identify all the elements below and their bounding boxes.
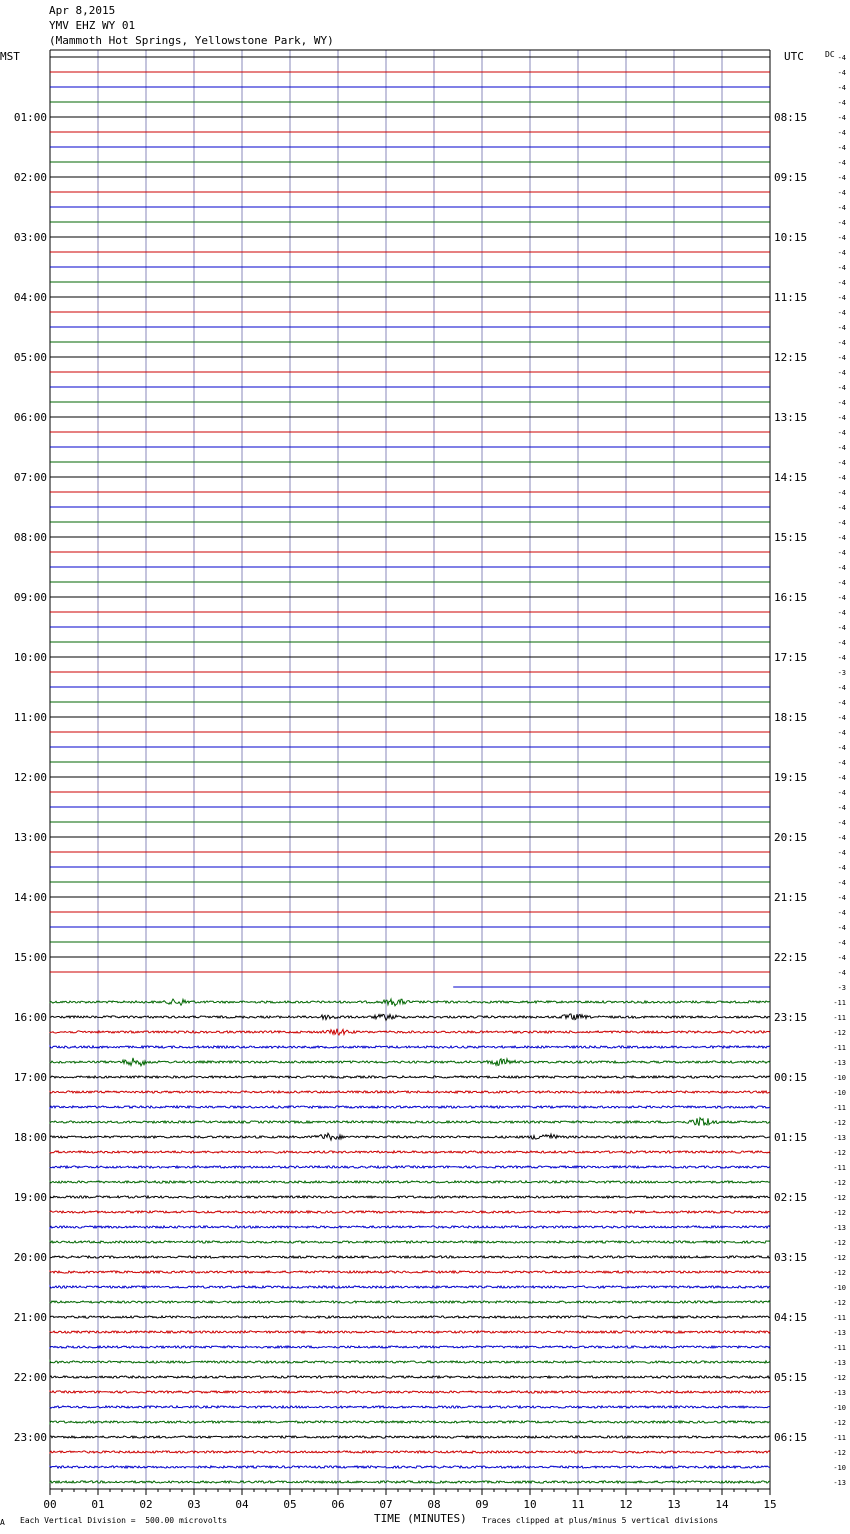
dc-offset-label: -4 [837, 744, 846, 752]
dc-offset-label: -4 [837, 534, 846, 542]
seismic-trace [50, 1436, 770, 1438]
hour-label-left: 19:00 [13, 1191, 47, 1204]
dc-offset-label: -4 [837, 69, 846, 77]
hour-label-left: 07:00 [13, 471, 47, 484]
hour-label-left: 03:00 [13, 231, 47, 244]
x-tick-label: 14 [715, 1498, 729, 1511]
dc-offset-label: -4 [837, 459, 846, 467]
dc-offset-label: -4 [837, 684, 846, 692]
seismic-trace [50, 1076, 770, 1078]
x-tick-label: 02 [139, 1498, 153, 1511]
seismic-trace [50, 1181, 770, 1183]
dc-offset-label: -11 [833, 1014, 846, 1022]
dc-offset-label: -11 [833, 1044, 846, 1052]
x-tick-label: 04 [235, 1498, 249, 1511]
dc-offset-label: -4 [837, 639, 846, 647]
seismic-trace [50, 1391, 770, 1393]
dc-offset-label: -4 [837, 804, 846, 812]
clip-note: Traces clipped at plus/minus 5 vertical divisions [482, 1516, 719, 1525]
station-label: YMV EHZ WY 01 [49, 19, 136, 32]
dc-offset-label: -4 [837, 174, 846, 182]
hour-label-right: 14:15 [774, 471, 808, 484]
dc-offset-label: -4 [837, 579, 846, 587]
hour-label-right: 17:15 [774, 651, 808, 664]
seismic-trace [50, 1014, 770, 1020]
dc-offset-label: -11 [833, 999, 846, 1007]
dc-offset-label: -4 [837, 384, 846, 392]
hour-label-left: 02:00 [13, 171, 47, 184]
dc-offset-label: -12 [833, 1209, 846, 1217]
dc-offset-label: -4 [837, 849, 846, 857]
dc-offset-label: -4 [837, 54, 846, 62]
dc-offset-label: -4 [837, 654, 846, 662]
dc-offset-label: -10 [833, 1404, 846, 1412]
x-tick-label: 06 [331, 1498, 345, 1511]
dc-offset-label: -4 [837, 204, 846, 212]
x-tick-label: 11 [571, 1498, 585, 1511]
dc-offset-label: -4 [837, 324, 846, 332]
dc-offset-label: -12 [833, 1029, 846, 1037]
hour-label-left: 23:00 [13, 1431, 47, 1444]
hour-label-left: 01:00 [13, 111, 47, 124]
x-tick-label: 00 [43, 1498, 57, 1511]
dc-offset-label: -12 [833, 1119, 846, 1127]
hour-label-right: 08:15 [774, 111, 808, 124]
dc-offset-label: -4 [837, 159, 846, 167]
dc-offset-label: -10 [833, 1284, 846, 1292]
dc-offset-label: -4 [837, 819, 846, 827]
dc-offset-label: -4 [837, 789, 846, 797]
dc-offset-label: -4 [837, 909, 846, 917]
hour-label-right: 11:15 [774, 291, 808, 304]
hour-label-left: 21:00 [13, 1311, 47, 1324]
dc-offset-label: -4 [837, 264, 846, 272]
hour-label-right: 00:15 [774, 1071, 808, 1084]
dc-offset-label: -4 [837, 729, 846, 737]
hour-label-right: 19:15 [774, 771, 808, 784]
dc-offset-label: -4 [837, 144, 846, 152]
date-label: Apr 8,2015 [49, 4, 116, 17]
seismic-trace [50, 1241, 770, 1243]
seismic-trace [50, 1346, 770, 1348]
seismic-trace [50, 1133, 770, 1140]
hour-label-right: 16:15 [774, 591, 808, 604]
dc-offset-label: -13 [833, 1059, 846, 1067]
x-tick-label: 05 [283, 1498, 297, 1511]
dc-offset-label: -12 [833, 1449, 846, 1457]
x-tick-label: 07 [379, 1498, 393, 1511]
hour-label-left: 13:00 [13, 831, 47, 844]
dc-offset-label: -3 [837, 984, 846, 992]
dc-offset-label: -10 [833, 1074, 846, 1082]
seismic-trace [50, 1286, 770, 1288]
dc-offset-label: -4 [837, 834, 846, 842]
dc-offset-label: -4 [837, 714, 846, 722]
seismic-trace [50, 1046, 770, 1048]
seismic-trace [50, 1106, 770, 1108]
hour-label-left: 14:00 [13, 891, 47, 904]
hour-label-right: 03:15 [774, 1251, 808, 1264]
dc-offset-label: -11 [833, 1104, 846, 1112]
dc-offset-label: -13 [833, 1224, 846, 1232]
hour-label-right: 12:15 [774, 351, 808, 364]
dc-offset-label: -4 [837, 504, 846, 512]
dc-offset-label: -10 [833, 1089, 846, 1097]
dc-offset-label: -4 [837, 519, 846, 527]
seismic-trace [50, 1166, 770, 1168]
x-tick-label: 12 [619, 1498, 633, 1511]
dc-offset-label: -11 [833, 1344, 846, 1352]
dc-offset-label: -4 [837, 219, 846, 227]
seismic-trace [50, 1091, 770, 1093]
seismic-trace [50, 1331, 770, 1333]
dc-offset-label: -4 [837, 474, 846, 482]
hour-label-right: 18:15 [774, 711, 808, 724]
hour-label-right: 23:15 [774, 1011, 808, 1024]
hour-label-right: 06:15 [774, 1431, 808, 1444]
hour-label-left: 08:00 [13, 531, 47, 544]
dc-offset-label: -12 [833, 1149, 846, 1157]
dc-offset-label: -4 [837, 354, 846, 362]
seismic-trace [50, 1421, 770, 1423]
dc-offset-label: -11 [833, 1314, 846, 1322]
dc-offset-label: -4 [837, 189, 846, 197]
seismic-trace [50, 1316, 770, 1318]
dc-offset-label: -12 [833, 1299, 846, 1307]
seismic-trace [50, 999, 770, 1006]
hour-label-right: 01:15 [774, 1131, 808, 1144]
seismic-trace [50, 1029, 770, 1035]
hour-label-left: 20:00 [13, 1251, 47, 1264]
hour-label-right: 05:15 [774, 1371, 808, 1384]
dc-offset-label: -11 [833, 1434, 846, 1442]
hour-label-left: 18:00 [13, 1131, 47, 1144]
hour-label-left: 06:00 [13, 411, 47, 424]
dc-offset-label: -4 [837, 234, 846, 242]
x-tick-label: 01 [91, 1498, 105, 1511]
dc-offset-label: -4 [837, 924, 846, 932]
dc-offset-label: -13 [833, 1359, 846, 1367]
seismic-trace [50, 1058, 770, 1066]
seismic-trace [50, 1271, 770, 1273]
seismic-trace [50, 1256, 770, 1258]
dc-offset-label: -4 [837, 249, 846, 257]
seismic-trace [50, 1196, 770, 1198]
dc-offset-label: -4 [837, 699, 846, 707]
dc-offset-label: -13 [833, 1389, 846, 1397]
dc-offset-label: -4 [837, 444, 846, 452]
hour-label-left: 11:00 [13, 711, 47, 724]
dc-offset-label: -13 [833, 1479, 846, 1487]
dc-offset-label: -4 [837, 279, 846, 287]
hour-label-left: 17:00 [13, 1071, 47, 1084]
dc-offset-label: -4 [837, 954, 846, 962]
hour-label-right: 22:15 [774, 951, 808, 964]
seismic-trace [50, 1226, 770, 1228]
hour-label-left: 16:00 [13, 1011, 47, 1024]
hour-label-right: 04:15 [774, 1311, 808, 1324]
seismic-trace [50, 1406, 770, 1408]
dc-offset-label: -10 [833, 1464, 846, 1472]
seismic-trace [50, 1211, 770, 1213]
dc-offset-label: -4 [837, 99, 846, 107]
dc-offset-label: -4 [837, 414, 846, 422]
dc-offset-label: -12 [833, 1269, 846, 1277]
hour-label-left: 10:00 [13, 651, 47, 664]
dc-offset-label: -4 [837, 294, 846, 302]
dc-offset-label: -4 [837, 489, 846, 497]
hour-label-left: 22:00 [13, 1371, 47, 1384]
dc-offset-label: -4 [837, 609, 846, 617]
dc-offset-label: -12 [833, 1194, 846, 1202]
dc-offset-label: -3 [837, 669, 846, 677]
dc-offset-label: -12 [833, 1254, 846, 1262]
dc-offset-label: -4 [837, 624, 846, 632]
hour-label-right: 02:15 [774, 1191, 808, 1204]
hour-label-left: 04:00 [13, 291, 47, 304]
dc-offset-label: -12 [833, 1419, 846, 1427]
dc-offset-label: -12 [833, 1179, 846, 1187]
x-tick-label: 15 [763, 1498, 777, 1511]
seismic-trace [50, 1481, 770, 1483]
dc-offset-label: -4 [837, 429, 846, 437]
hour-label-left: 05:00 [13, 351, 47, 364]
dc-offset-label: -13 [833, 1329, 846, 1337]
dc-offset-label: -11 [833, 1164, 846, 1172]
dc-offset-label: -4 [837, 84, 846, 92]
corner-mark: A [0, 1518, 5, 1527]
dc-offset-label: -4 [837, 369, 846, 377]
x-tick-label: 13 [667, 1498, 681, 1511]
dc-offset-label: -4 [837, 339, 846, 347]
hour-label-right: 09:15 [774, 171, 808, 184]
dc-offset-label: -12 [833, 1239, 846, 1247]
dc-offset-label: -4 [837, 594, 846, 602]
seismic-trace [50, 1301, 770, 1303]
dc-offset-label: -4 [837, 549, 846, 557]
hour-label-right: 13:15 [774, 411, 808, 424]
hour-label-left: 09:00 [13, 591, 47, 604]
scale-note: Each Vertical Division = 500.00 microvolts [20, 1516, 228, 1525]
hour-label-right: 20:15 [774, 831, 808, 844]
seismic-trace [50, 1118, 770, 1126]
seismic-trace [50, 1466, 770, 1468]
dc-offset-label: -4 [837, 114, 846, 122]
dc-offset-label: -4 [837, 309, 846, 317]
hour-label-left: 15:00 [13, 951, 47, 964]
seismic-trace [50, 1376, 770, 1378]
dc-offset-label: -4 [837, 969, 846, 977]
seismic-trace [50, 1151, 770, 1153]
x-tick-label: 09 [475, 1498, 489, 1511]
hour-label-left: 12:00 [13, 771, 47, 784]
dc-header-label: DC [825, 50, 835, 59]
x-tick-label: 10 [523, 1498, 537, 1511]
dc-offset-label: -12 [833, 1374, 846, 1382]
dc-offset-label: -4 [837, 879, 846, 887]
dc-offset-label: -4 [837, 129, 846, 137]
x-tick-label: 03 [187, 1498, 201, 1511]
seismic-trace [50, 1451, 770, 1453]
seismic-trace [50, 1361, 770, 1363]
dc-offset-label: -13 [833, 1134, 846, 1142]
dc-offset-label: -4 [837, 939, 846, 947]
dc-offset-label: -4 [837, 894, 846, 902]
location-label: (Mammoth Hot Springs, Yellowstone Park, WY) [49, 34, 334, 47]
x-axis-title: TIME (MINUTES) [374, 1512, 467, 1525]
dc-offset-label: -4 [837, 774, 846, 782]
dc-offset-label: -4 [837, 564, 846, 572]
x-tick-label: 08 [427, 1498, 441, 1511]
dc-offset-label: -4 [837, 864, 846, 872]
hour-label-right: 21:15 [774, 891, 808, 904]
dc-offset-label: -4 [837, 759, 846, 767]
left-timezone-label: MST [0, 50, 20, 63]
hour-label-right: 10:15 [774, 231, 808, 244]
dc-offset-label: -4 [837, 399, 846, 407]
right-timezone-label: UTC [784, 50, 804, 63]
hour-label-right: 15:15 [774, 531, 808, 544]
